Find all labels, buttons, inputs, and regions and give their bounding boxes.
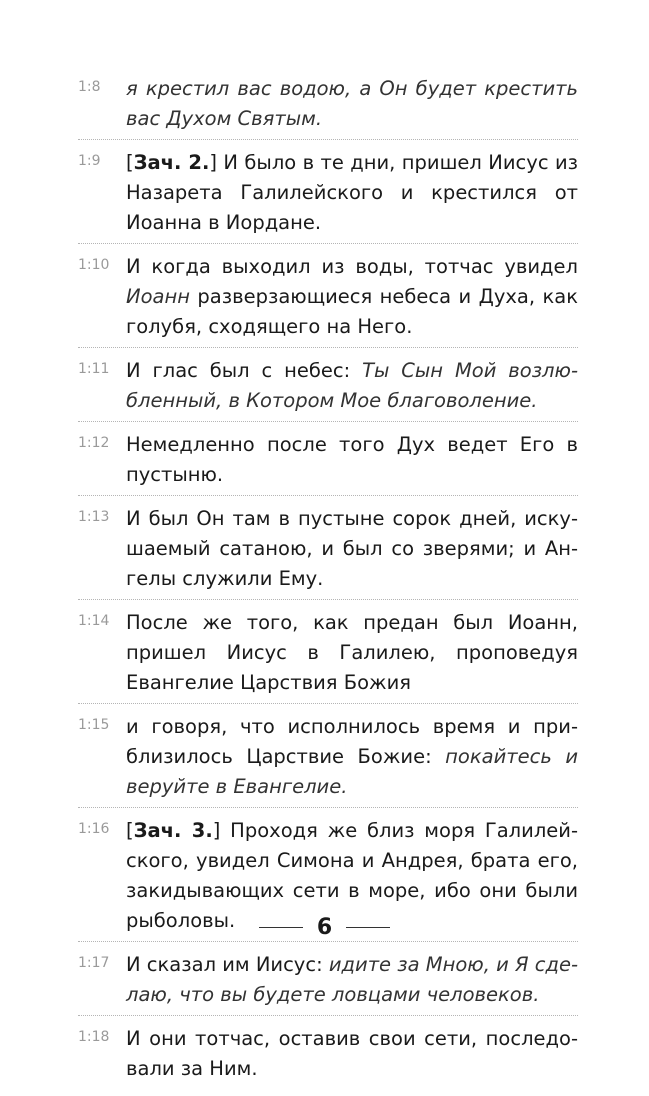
verse-number: 1:18: [78, 1029, 110, 1045]
verse-row: [78, 503, 578, 600]
verse-number: 1:10: [78, 257, 110, 273]
page-footer: [0, 915, 649, 940]
verse-segment: [: [126, 151, 134, 174]
verse-row: [78, 607, 578, 704]
verse-number: 1:9: [78, 153, 101, 169]
verse-segment: И они тотчас, оставив свои сети, последовали за Ним.: [126, 1027, 578, 1080]
verse-number: 1:13: [78, 509, 110, 525]
verse-number: 1:14: [78, 613, 110, 629]
verse-quote-segment: Иоанн: [126, 285, 190, 308]
verse-row: [78, 251, 578, 348]
verse-row: [78, 147, 578, 244]
verse-number: 1:12: [78, 435, 110, 451]
verse-number: 1:15: [78, 717, 110, 733]
verse-segment: и говоря, что исполнилось время и приблизилось Царствие Божие:: [126, 715, 578, 768]
verse-segment: И сказал им Иисус:: [126, 953, 329, 976]
verse-quote-segment: покайтесь и веруйте в Евангелие.: [126, 745, 579, 798]
verse-segment: ] Проходя же близ моря Галилейского, увидел Симона и Андрея, брата его, закидывающих сети в море, ибо они были рыболовы.: [126, 819, 578, 932]
verse-text: [126, 608, 578, 698]
verse-text: [126, 950, 578, 1010]
verse-segment: И глас был с небес:: [126, 359, 363, 382]
verse-text: [126, 356, 578, 416]
verse-number: 1:11: [78, 361, 110, 377]
verse-list: [78, 73, 578, 1096]
verse-text: [126, 430, 578, 490]
reading-marker: Зач. 3.: [133, 819, 213, 842]
verse-text: [126, 712, 578, 802]
verse-text: [126, 252, 578, 342]
verse-text: [126, 504, 578, 594]
verse-quote-segment: Ты Сын Мой возлюбленный, в Котором Мое благоволение.: [126, 359, 578, 412]
verse-text: [126, 1024, 578, 1084]
footer-rule-left: [259, 927, 303, 928]
verse-row: [78, 1023, 578, 1089]
verse-row: [78, 73, 578, 140]
verse-number: 1:8: [78, 79, 101, 95]
verse-row: [78, 949, 578, 1016]
verse-number: 1:17: [78, 955, 110, 971]
verse-quote-segment: идите за Мною, и Я сделаю, что вы будете ловцами человеков.: [126, 953, 578, 1006]
page-number: 6: [316, 915, 333, 940]
verse-row: [78, 355, 578, 422]
footer-rule-right: [346, 927, 390, 928]
verse-row: [78, 429, 578, 496]
verse-segment: И был Он там в пустыне сорок дней, искушаемый сатаною, и был со зверями; и Ангелы служили Ему.: [126, 507, 578, 590]
verse-text: [126, 74, 578, 134]
verse-segment: ] И было в те дни, пришел Иисус из Назарета Галилейского и крестился от Иоанна в Иордане.: [126, 151, 578, 234]
verse-segment: [: [126, 819, 134, 842]
verse-quote-segment: я крестил вас водою, а Он будет крестить вас Духом Святым.: [126, 77, 578, 130]
verse-segment: Немедленно после того Дух ведет Его в пустыню.: [126, 433, 578, 486]
verse-segment: И когда выходил из воды, тотчас увидел: [126, 255, 578, 278]
reading-marker: Зач. 2.: [133, 151, 210, 174]
verse-text: [126, 148, 578, 238]
verse-number: 1:16: [78, 821, 110, 837]
verse-row: [78, 711, 578, 808]
verse-segment: После же того, как предан был Иоанн, пришел Иисус в Галилею, проповедуя Евангелие Царствия Божия: [126, 611, 578, 694]
verse-segment: разверзающиеся небеса и Духа, как голубя, сходящего на Него.: [126, 285, 578, 338]
